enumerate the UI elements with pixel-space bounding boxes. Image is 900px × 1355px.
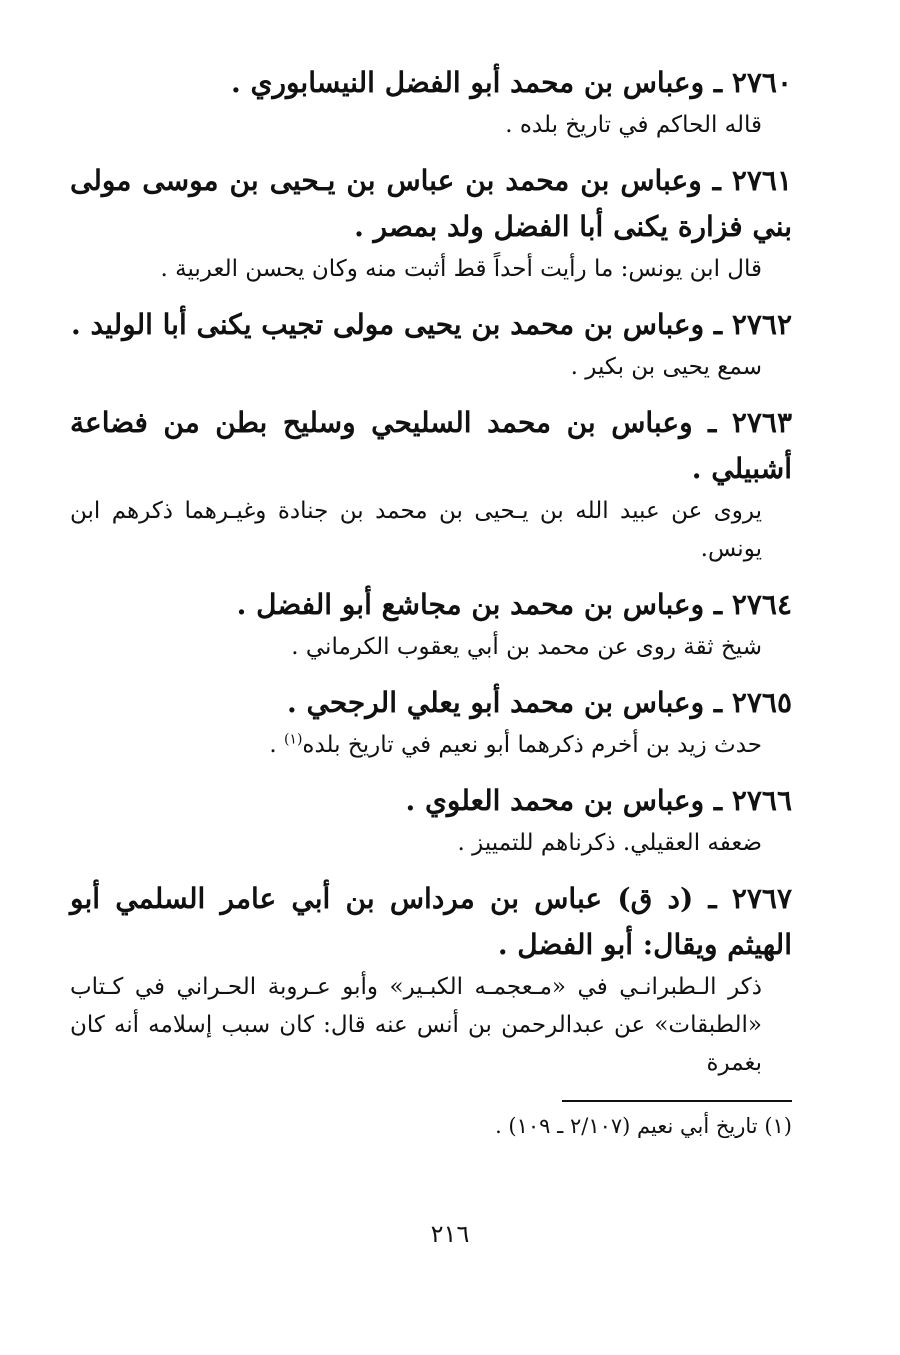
entry-body-end: . [269,732,284,758]
entry-heading: ٢٧٦٢ ـ وعباس بن محمد بن يحيى مولى تجيب يكنى أبا الوليد . [70,308,792,341]
entry-2767 [70,876,792,1082]
footnote-divider [562,1100,792,1102]
entry-2760 [70,60,792,144]
entry-body: ضعفه العقيلي. ذكرناهم للتمييز . [457,830,762,856]
entry-heading: ٢٧٦٦ ـ وعباس بن محمد العلوي . [405,784,792,817]
entry-body: شيخ ثقة روى عن محمد بن أبي يعقوب الكرماني . [291,634,762,660]
entry-heading: ٢٧٦٥ ـ وعباس بن محمد أبو يعلي الرجحي . [287,686,792,719]
footnote-reference[interactable]: (١) [283,731,303,748]
footnote: (١) تاريخ أبي نعيم (٢/١٠٧ ـ ١٠٩) . [495,1114,792,1138]
book-page [70,60,792,1300]
entry-body: ذكر الـطبرانـي في «مـعجمـه الكبـير» وأبو عـروبة الحـراني في كـتاب «الطبقات» عن عبدالرحمن بن أنس عنه قال: كان سبب إسلامه أنه كان بغمرة [70,974,762,1076]
entry-2763 [70,400,792,568]
entry-2762 [70,302,792,386]
entry-body: سمع يحيى بن بكير . [570,354,762,380]
entry-heading: ٢٧٦٤ ـ وعباس بن محمد بن مجاشع أبو الفضل . [236,588,792,621]
page-number: ٢١٦ [430,1220,470,1248]
entry-body-text: حدث زيد بن أخرم ذكرهما أبو نعيم في تاريخ بلده [302,732,762,758]
entry-heading: ٢٧٦٣ ـ وعباس بن محمد السليحي وسليح بطن من فضاعة أشبيلي . [70,406,792,485]
entry-2761 [70,158,792,288]
entry-heading: ٢٧٦١ ـ وعباس بن محمد بن عباس بن يـحيى بن موسى مولى بني فزارة يكنى أبا الفضل ولد بمصر . [70,164,792,243]
entry-2765 [70,680,792,764]
entry-body [70,726,792,764]
entry-body: يروى عن عبيد الله بن يـحيى بن محمد بن جنادة وغيـرهما ذكرهم ابن يونس. [70,498,762,562]
entry-body: قال ابن يونس: ما رأيت أحداً قط أثبت منه وكان يحسن العربية . [160,256,762,282]
entry-body: قاله الحاكم في تاريخ بلده . [505,112,762,138]
entry-heading: ٢٧٦٠ ـ وعباس بن محمد أبو الفضل النيسابوري . [231,66,792,99]
entry-2764 [70,582,792,666]
entry-2766 [70,778,792,862]
entry-heading: ٢٧٦٧ ـ (د ق) عباس بن مرداس بن أبي عامر السلمي أبو الهيثم ويقال: أبو الفضل . [70,882,792,961]
